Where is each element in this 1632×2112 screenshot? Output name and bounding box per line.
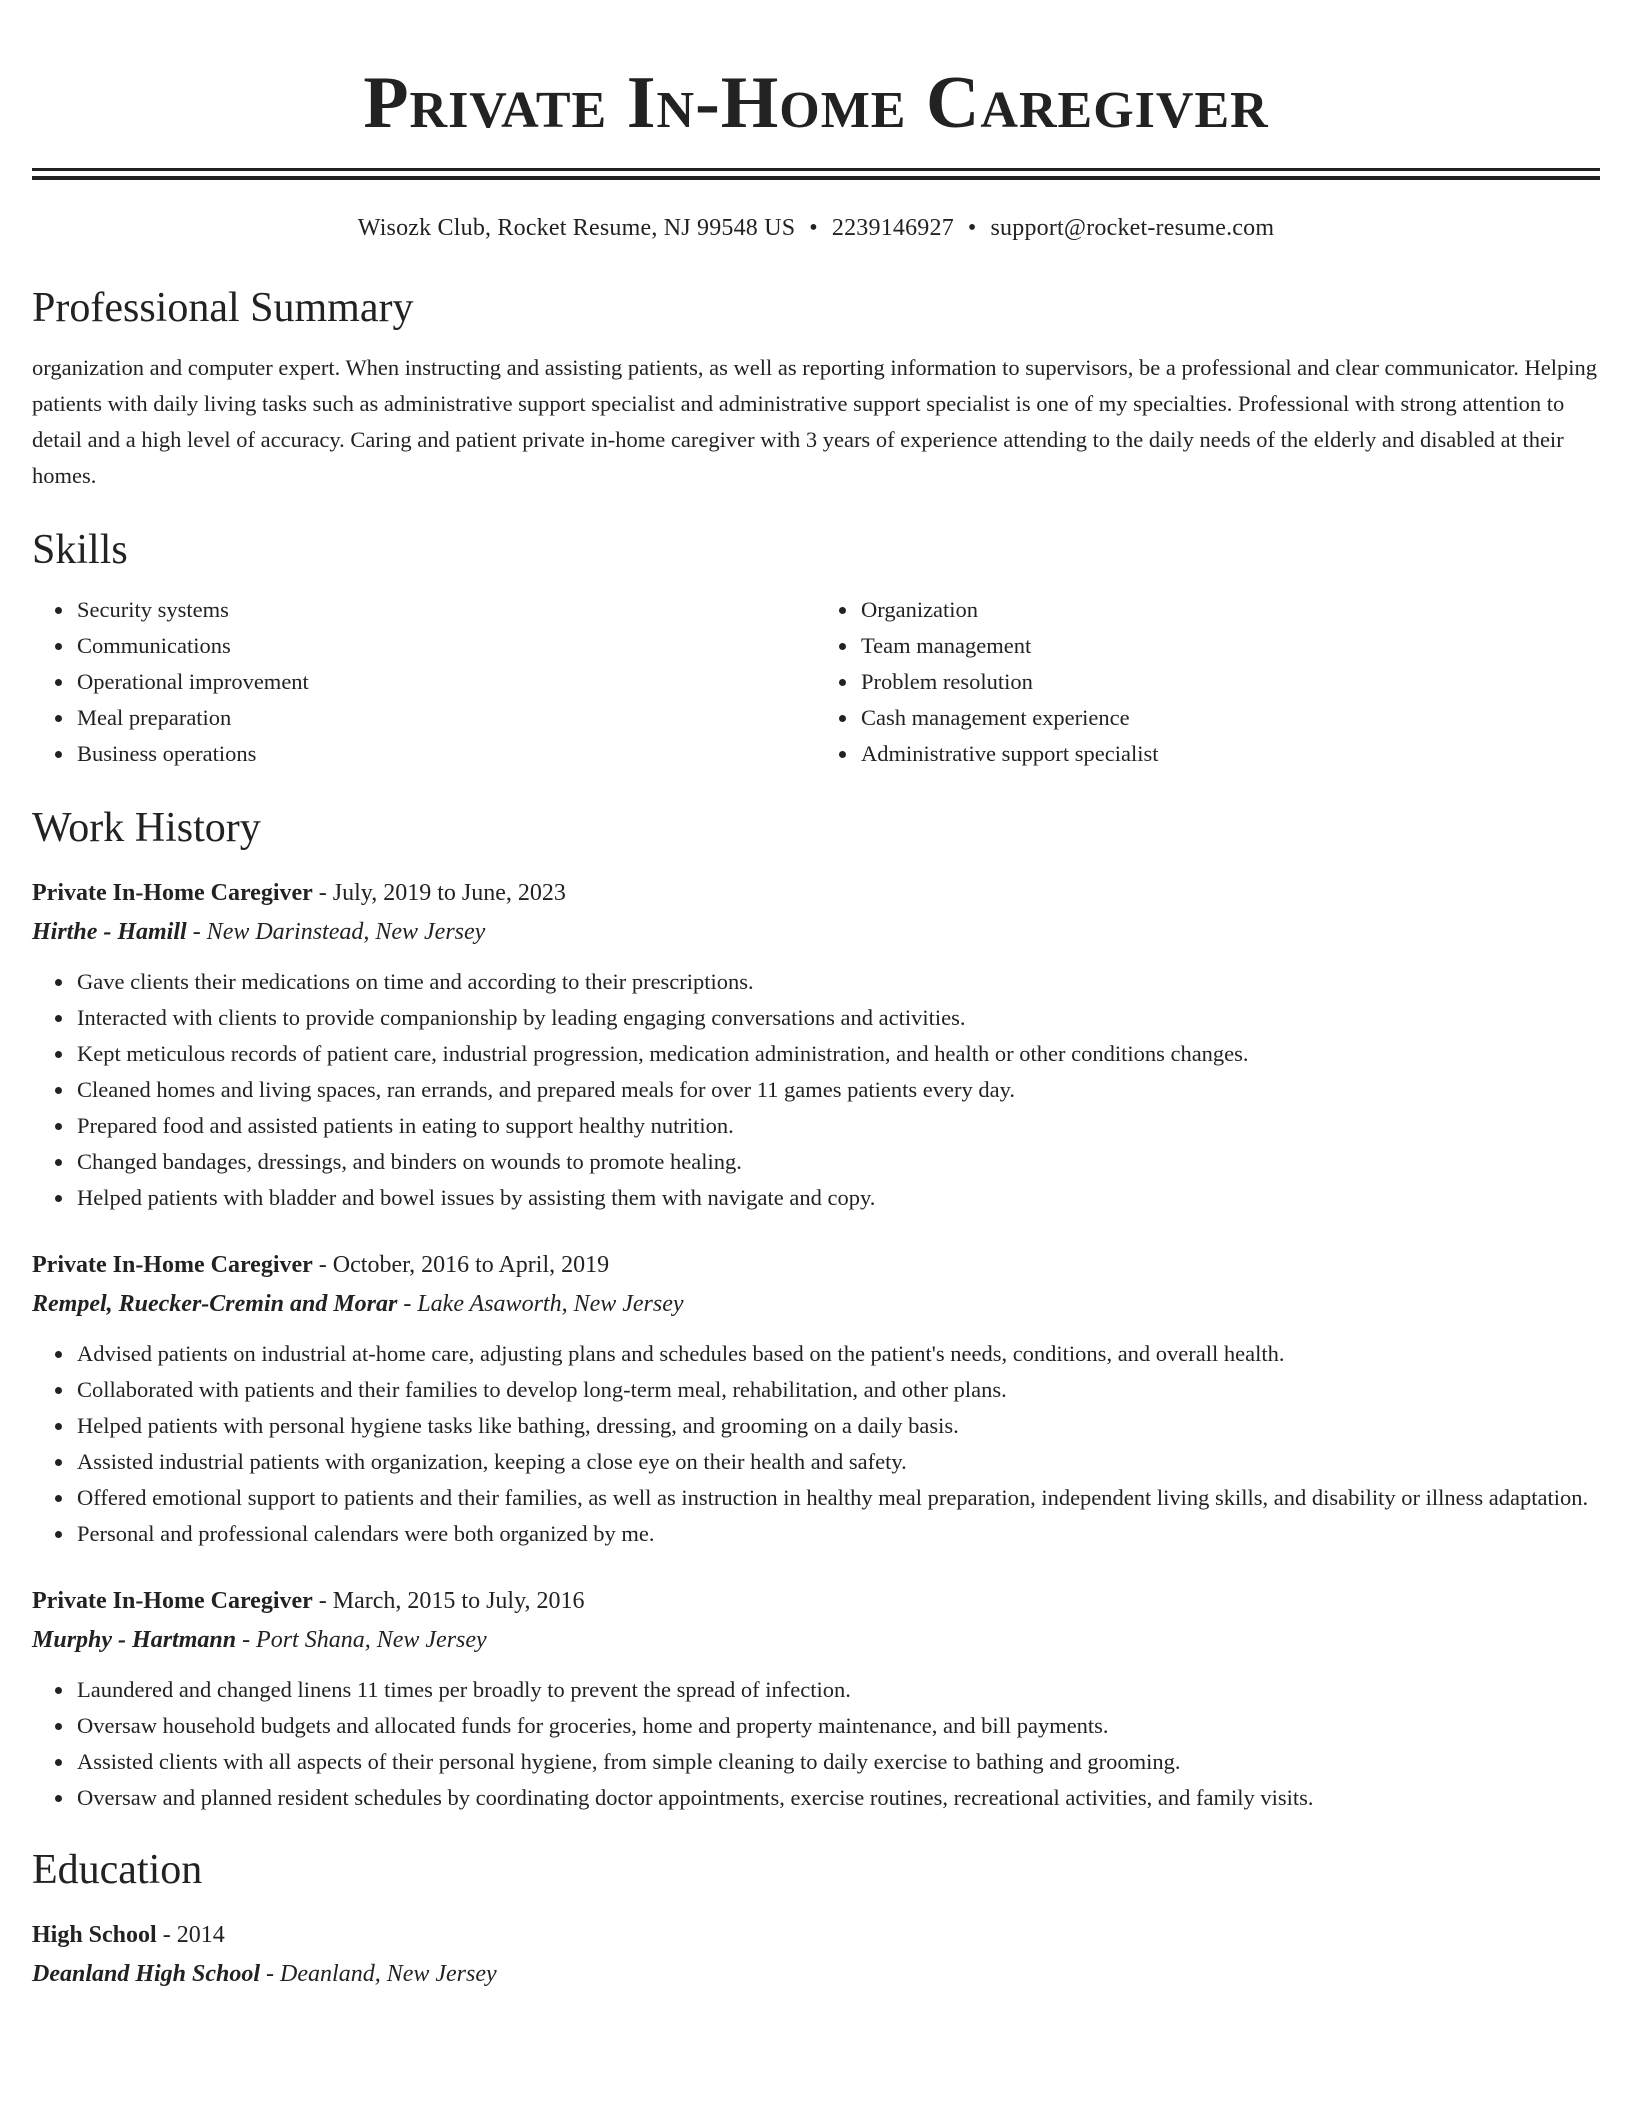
job-duties (32, 964, 1600, 1216)
section-heading-skills: Skills (32, 527, 128, 573)
job-company: Hirthe - Hamill (32, 919, 187, 945)
job-dates: - October, 2016 to April, 2019 (312, 1252, 610, 1278)
skill-item: • Problem resolution (859, 664, 1600, 700)
education-degree-line (32, 1916, 1600, 1954)
skill-item: • Security systems (75, 592, 816, 628)
job-duty: • Prepared food and assisted patients in eating to support healthy nutrition. (75, 1108, 1600, 1144)
skill-item: • Communications (75, 628, 816, 664)
summary-section (32, 282, 1600, 494)
job-duty: • Oversaw and planned resident schedules by coordinating doctor appointments, exercise routines, recreational activities, and family visits. (75, 1780, 1600, 1816)
job-duty: • Personal and professional calendars were both organized by me. (75, 1516, 1600, 1552)
education-section (32, 1844, 1600, 1994)
job-company-line (32, 912, 1600, 952)
education-degree: High School (32, 1922, 157, 1948)
header-divider (32, 168, 1600, 180)
job-title: Private In-Home Caregiver (32, 880, 313, 906)
job-duty: • Cleaned homes and living spaces, ran errands, and prepared meals for over 11 games patients every day. (75, 1072, 1600, 1108)
candidate-name: Private In-Home Caregiver (363, 62, 1269, 144)
job-entry (32, 1246, 1600, 1552)
job-company: Murphy - Hartmann (32, 1627, 237, 1653)
skill-item: • Team management (859, 628, 1600, 664)
education-school: Deanland High School (32, 1961, 261, 1987)
job-entry (32, 874, 1600, 1216)
skill-item: • Organization (859, 592, 1600, 628)
skill-item: • Business operations (75, 736, 816, 772)
job-duty: • Assisted clients with all aspects of their personal hygiene, from simple cleaning to daily exercise to bathing and grooming. (75, 1744, 1600, 1780)
job-duty: • Interacted with clients to provide companionship by leading engaging conversations and activities. (75, 1000, 1600, 1036)
job-duties (32, 1672, 1600, 1816)
skills-columns (32, 592, 1600, 772)
job-duty: • Collaborated with patients and their families to develop long-term meal, rehabilitation, and other plans. (75, 1372, 1600, 1408)
job-company: Rempel, Ruecker-Cremin and Morar (32, 1291, 398, 1317)
job-title: Private In-Home Caregiver (32, 1588, 313, 1614)
job-entry (32, 1582, 1600, 1816)
job-duty: • Gave clients their medications on time and according to their prescriptions. (75, 964, 1600, 1000)
skill-item: • Meal preparation (75, 700, 816, 736)
education-school-line (32, 1954, 1600, 1994)
job-dates: - March, 2015 to July, 2016 (312, 1588, 585, 1614)
job-duty: • Kept meticulous records of patient care, industrial progression, medication administration, and health or other conditions changes. (75, 1036, 1600, 1072)
job-duty: • Helped patients with personal hygiene tasks like bathing, dressing, and grooming on a daily basis. (75, 1408, 1600, 1444)
job-title-line (32, 1582, 1600, 1620)
education-year: - 2014 (156, 1922, 225, 1948)
job-dates: - July, 2019 to June, 2023 (312, 880, 566, 906)
job-title: Private In-Home Caregiver (32, 1252, 313, 1278)
contact-address: Wisozk Club, Rocket Resume, NJ 99548 US (357, 215, 796, 241)
contact-separator: • (809, 215, 818, 241)
job-location: - Port Shana, New Jersey (236, 1627, 487, 1653)
education-location: - Deanland, New Jersey (260, 1961, 497, 1987)
skills-list-right (816, 592, 1600, 772)
job-duty: • Oversaw household budgets and allocated funds for groceries, home and property maintenance, and bill payments. (75, 1708, 1600, 1744)
job-title-line (32, 874, 1600, 912)
work-history-section (32, 802, 1600, 1816)
skill-item: • Administrative support specialist (859, 736, 1600, 772)
summary-text: organization and computer expert. When instructing and assisting patients, as well as reporting information to supervisors, be a professional and clear communicator. Helping patients with daily living tasks such as administrative support specialist and administrative support specialist is one of my specialties. Professional with strong attention to detail and a high level of accuracy. Caring and patient private in-home caregiver with 3 years of experience attending to the daily needs of the elderly and disabled at their homes. (32, 355, 1598, 488)
job-duty: • Assisted industrial patients with organization, keeping a close eye on their health and safety. (75, 1444, 1600, 1480)
contact-email: support@rocket-resume.com (990, 215, 1275, 241)
job-title-line (32, 1246, 1600, 1284)
job-duty: • Changed bandages, dressings, and binders on wounds to promote healing. (75, 1144, 1600, 1180)
job-company-line (32, 1620, 1600, 1660)
job-duty: • Offered emotional support to patients and their families, as well as instruction in healthy meal preparation, independent living skills, and disability or illness adaptation. (75, 1480, 1600, 1516)
job-company-line (32, 1284, 1600, 1324)
section-heading-summary: Professional Summary (32, 285, 414, 331)
job-location: - New Darinstead, New Jersey (186, 919, 486, 945)
contact-separator: • (967, 215, 977, 241)
skill-item: • Operational improvement (75, 664, 816, 700)
section-heading-education: Education (32, 1847, 203, 1893)
job-duty: • Helped patients with bladder and bowel issues by assisting them with navigate and copy. (75, 1180, 1600, 1216)
job-location: - Lake Asaworth, New Jersey (397, 1291, 684, 1317)
job-duty: • Advised patients on industrial at-home care, adjusting plans and schedules based on the patient's needs, conditions, and overall health. (75, 1336, 1600, 1372)
section-heading-work-history: Work History (32, 805, 261, 851)
skill-item: • Cash management experience (859, 700, 1600, 736)
skills-list-left (32, 592, 816, 772)
contact-phone: 2239146927 (831, 215, 954, 241)
job-duty: • Laundered and changed linens 11 times per broadly to prevent the spread of infection. (75, 1672, 1600, 1708)
skills-section (32, 524, 1600, 772)
contact-line (32, 210, 1600, 246)
resume-page (32, 0, 1600, 1994)
job-duties (32, 1336, 1600, 1552)
